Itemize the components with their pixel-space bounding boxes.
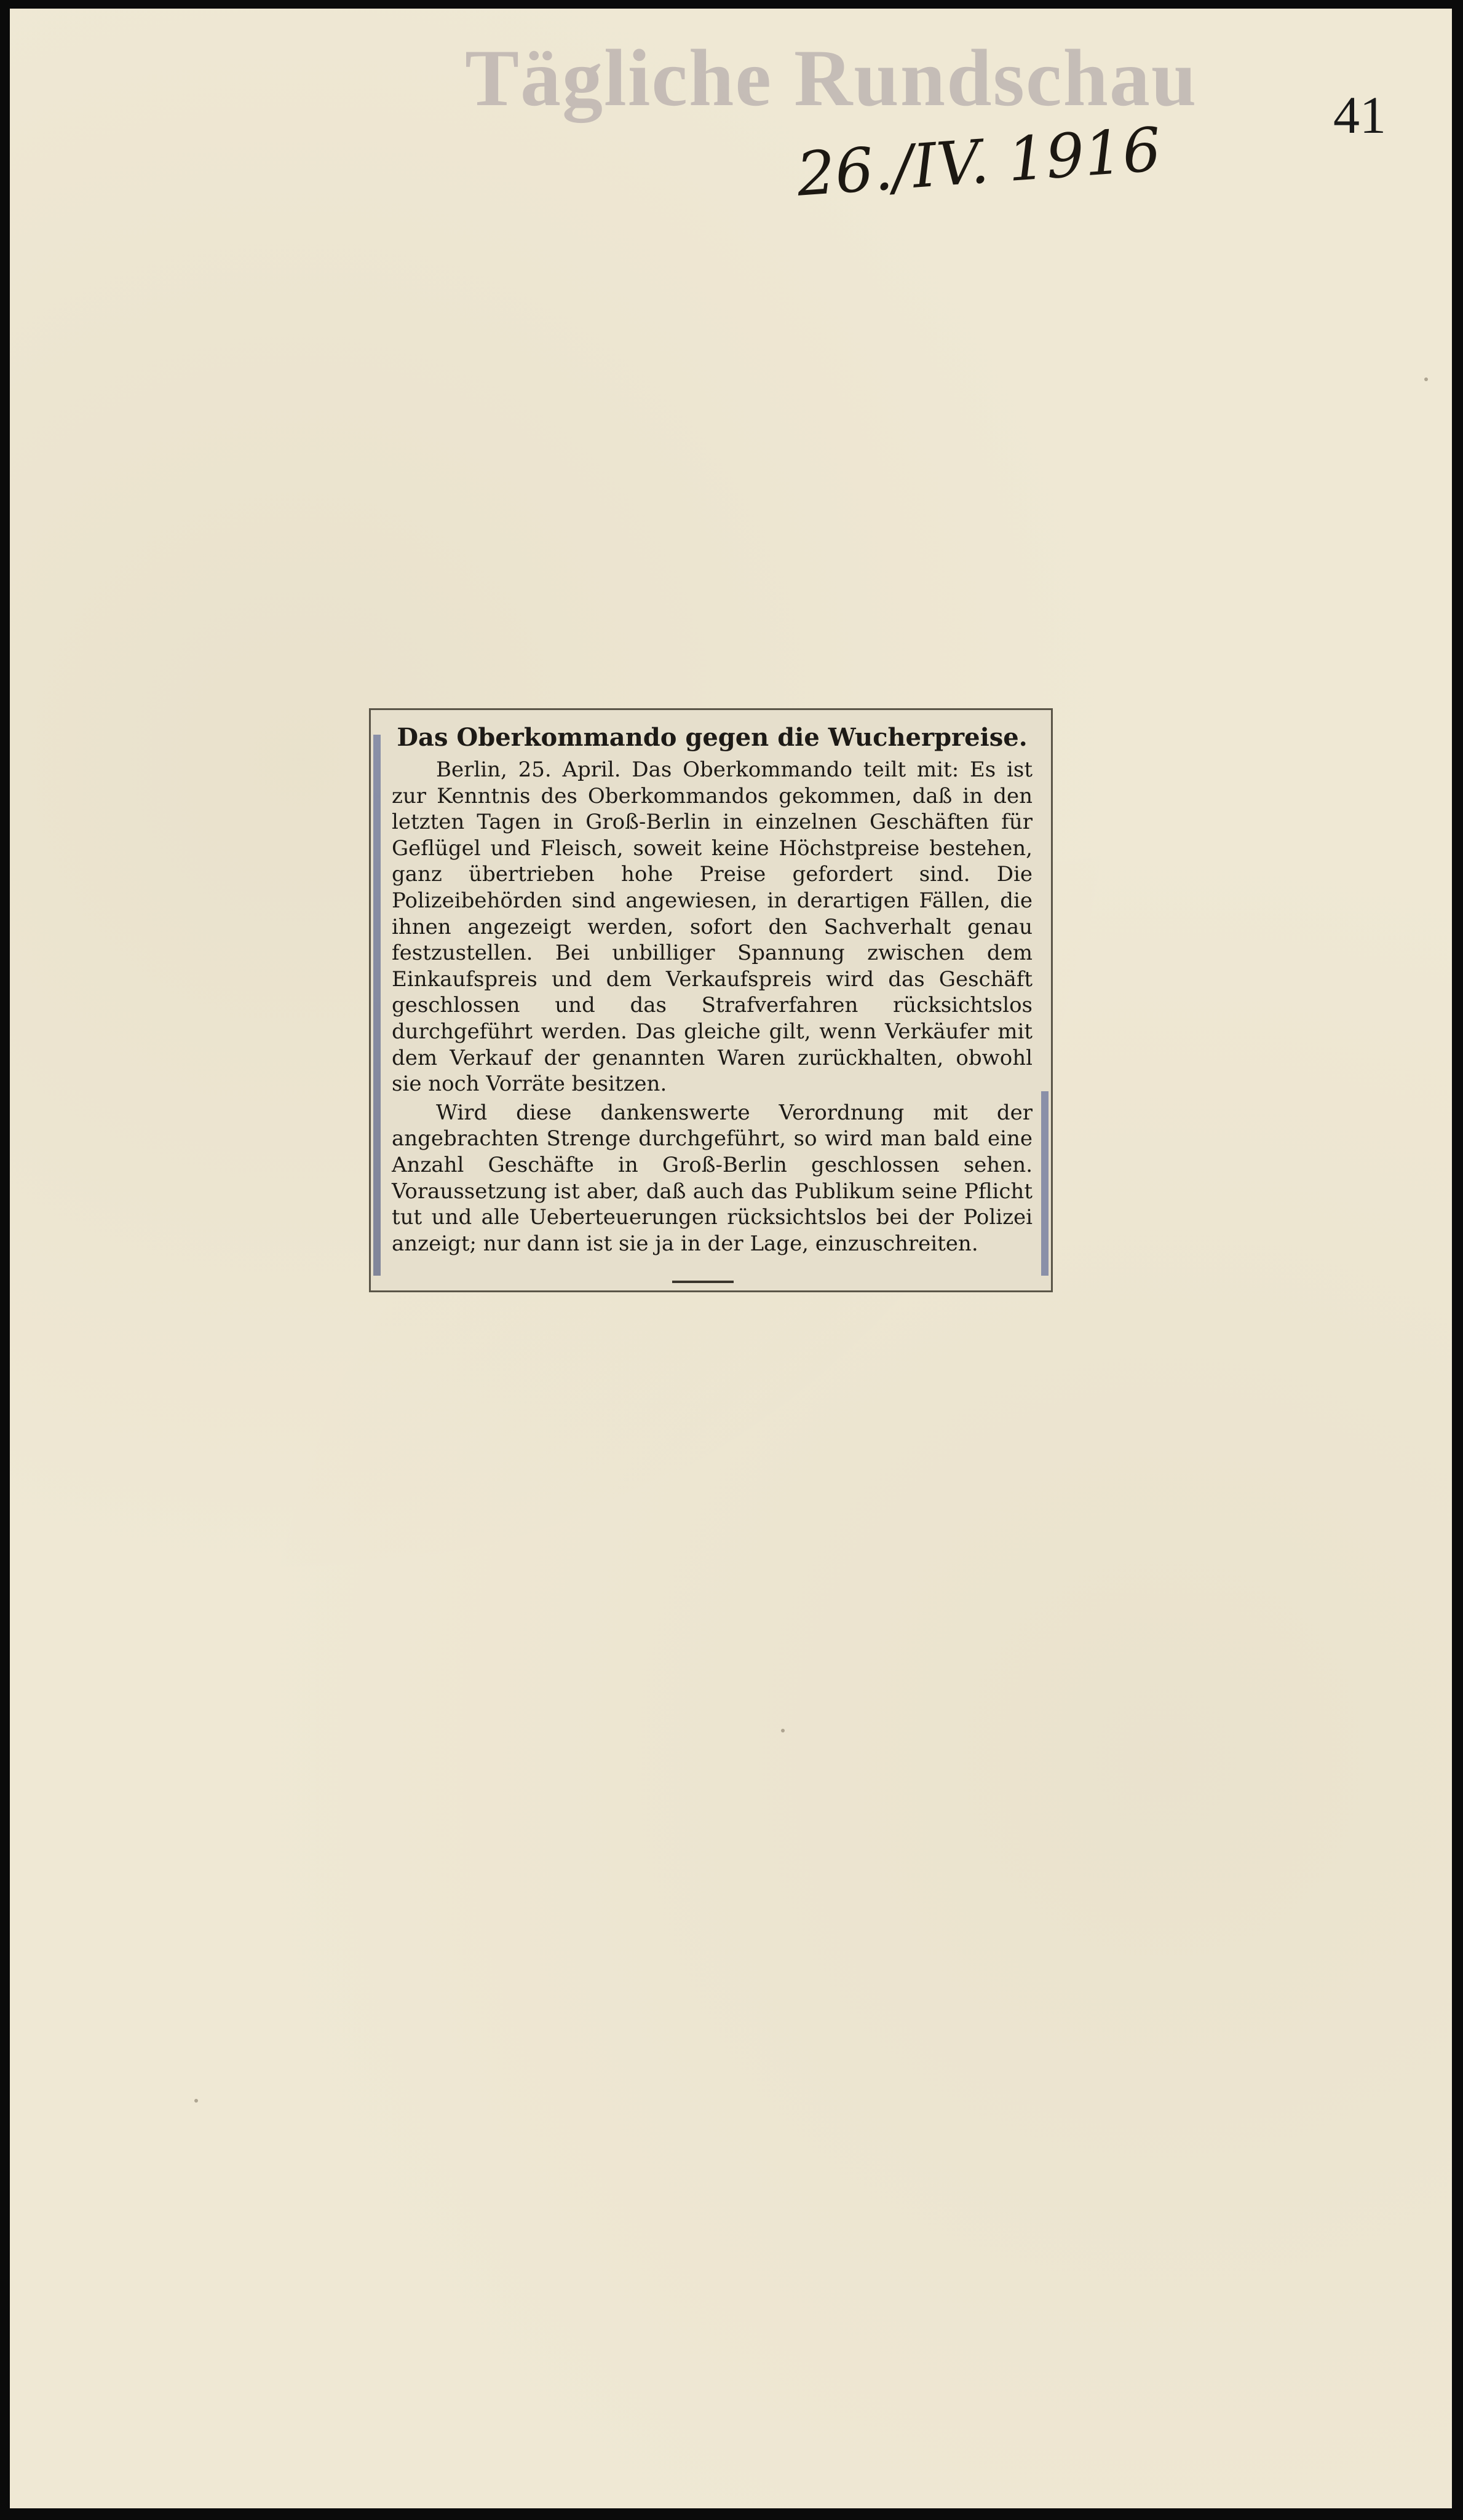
- paper-speck: [781, 1729, 785, 1732]
- handwritten-date: 26./IV. 1916: [795, 114, 1164, 210]
- clipping-paragraph: Wird diese dankenswerte Verordnung mit der angebrachten Strenge durchgeführt, so wird man bald eine Anzahl Geschäfte in Groß-Berlin geschlossen sehen. Voraussetzung ist aber, daß auch das Publikum seine Pflicht tut und alle Ueberteuerungen rücksichtslos bei der Polizei anzeigt; nur dann ist sie ja in der Lage, einzuschreiten.: [392, 1100, 1033, 1256]
- paper-speck: [194, 2099, 198, 2103]
- newspaper-clipping: [369, 708, 1053, 1292]
- clipping-end-rule: [672, 1281, 734, 1283]
- clipping-body: [392, 757, 1033, 1257]
- page-number: 41: [1333, 85, 1386, 144]
- clipping-blue-edge-left: [373, 735, 381, 1276]
- paper-speck: [1424, 377, 1428, 381]
- clipping-headline: Das Oberkommando gegen die Wucherpreise.: [397, 723, 1028, 752]
- newspaper-name-stamp: Tägliche Rundschau: [465, 33, 1198, 123]
- archive-sheet: [10, 9, 1452, 2508]
- clipping-paragraph: Berlin, 25. April. Das Oberkommando teilt mit: Es ist zur Kenntnis des Oberkommandos gekommen, daß in den letzten Tagen in Groß-Berlin in einzelnen Geschäften für Geflügel und Fleisch, soweit keine Höchstpreise bestehen, ganz übertrieben hohe Preise gefordert sind. Die Polizeibehörden sind angewiesen, in derartigen Fällen, die ihnen angezeigt werden, sofort den Sachverhalt genau festzustellen. Bei unbilliger Spannung zwischen dem Einkaufspreis und dem Verkaufspreis wird das Geschäft geschlossen und das Strafverfahren rücksichtslos durchgeführt werden. Das gleiche gilt, wenn Verkäufer mit dem Verkauf der genannten Waren zurückhalten, obwohl sie noch Vorräte besitzen.: [392, 757, 1033, 1097]
- clipping-blue-edge-right: [1041, 1091, 1049, 1276]
